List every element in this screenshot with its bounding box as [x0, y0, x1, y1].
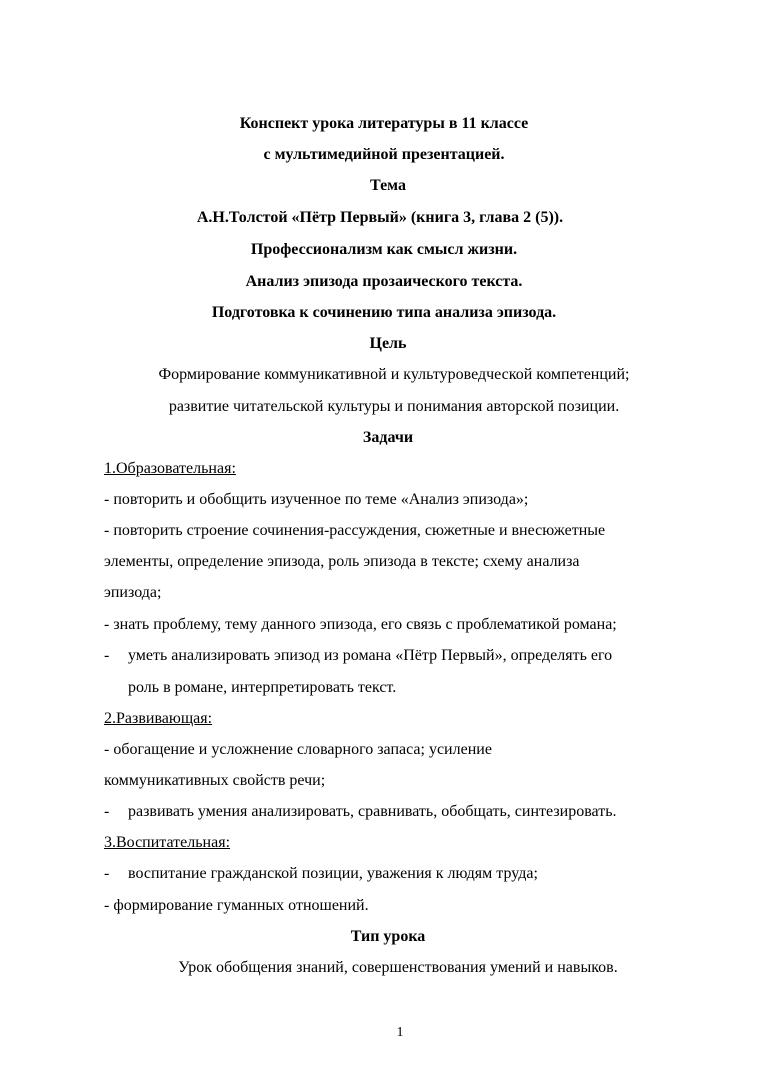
tasks-heading: Задачи	[362, 429, 414, 446]
list-item-text: развивать умения анализировать, сравнивать, обобщать, синтезировать.	[128, 803, 617, 820]
list-item: - обогащение и усложнение словарного запаса; усиление	[104, 741, 492, 758]
list-item: - формирование гуманных отношений.	[104, 897, 369, 914]
theme-line-1: А.Н.Толстой «Пётр Первый» (книга 3, глава 2 (5)).	[196, 209, 564, 226]
list-item: - повторить и обобщить изученное по теме «Анализ эпизода»;	[104, 491, 529, 508]
list-item-continuation: эпизода;	[104, 584, 162, 601]
list-item-continuation: роль в романе, интерпретировать текст.	[128, 679, 397, 696]
list-item-continuation: элементы, определение эпизода, роль эпизода в тексте; схему анализа	[104, 553, 580, 570]
list-item-text: уметь анализировать эпизод из романа «Пётр Первый», определять его	[128, 647, 613, 664]
theme-line-3: Анализ эпизода прозаического текста.	[245, 273, 523, 290]
list-item: - знать проблему, тему данного эпизода, его связь с проблематикой романа;	[104, 616, 617, 633]
page-number: 1	[396, 1025, 404, 1040]
goal-line-1: Формирование коммуникативной и культуроведческой компетенций;	[158, 366, 630, 383]
theme-heading: Тема	[370, 177, 406, 194]
list-item-text: воспитание гражданской позиции, уважения к людям труда;	[128, 865, 538, 882]
section-title-upbringing: 3.Воспитательная:	[104, 834, 231, 851]
lesson-type-text: Урок обобщения знаний, совершенствования умений и навыков.	[178, 959, 618, 976]
theme-line-2: Профессионализм как смысл жизни.	[250, 241, 518, 258]
goal-line-2: развитие читательской культуры и понимания авторской позиции.	[168, 398, 620, 415]
list-item: - повторить строение сочинения-рассуждения, сюжетные и внесюжетные	[104, 522, 606, 539]
list-item-continuation: коммуникативных свойств речи;	[104, 772, 326, 789]
title-line-2: с мультимедийной презентацией.	[263, 146, 505, 163]
section-title-educational: 1.Образовательная:	[104, 460, 236, 477]
bullet-dash: -	[104, 647, 110, 664]
lesson-type-heading: Тип урока	[350, 928, 426, 945]
theme-line-4: Подготовка к сочинению типа анализа эпизода.	[211, 304, 557, 321]
title-line-1: Конспект урока литературы в 11 классе	[239, 115, 529, 132]
section-title-developing: 2.Развивающая:	[104, 710, 213, 727]
goal-heading: Цель	[369, 335, 407, 352]
bullet-dash: -	[104, 865, 110, 882]
bullet-dash: -	[104, 803, 110, 820]
